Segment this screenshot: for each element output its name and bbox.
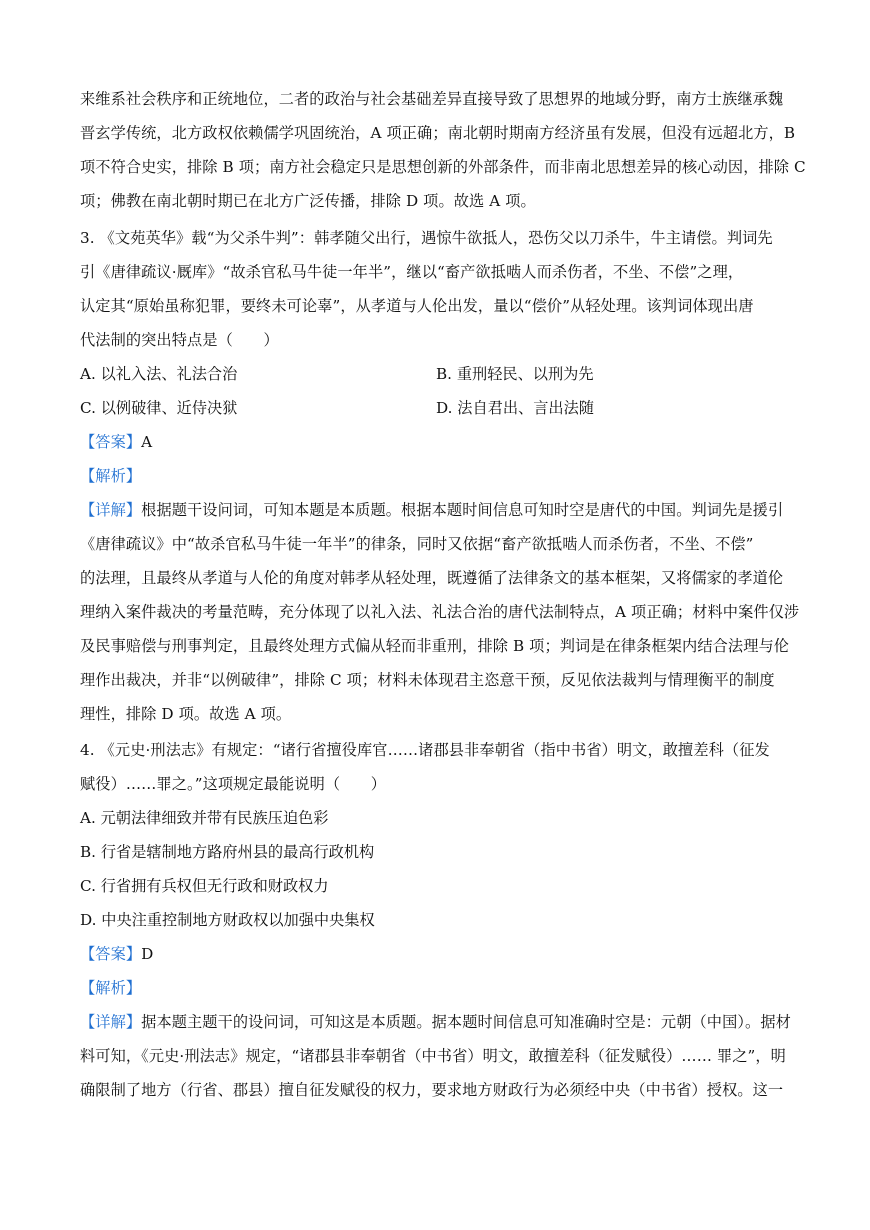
- question-3-text: 3. 《文苑英华》载“为父杀牛判”：韩孝随父出行，遇惊牛欲抵人，恐伤父以刀杀牛，牛主请偿。判词先: [80, 229, 773, 247]
- q3-detail-line: 及民事赔偿与刑事判定，且最终处理方式偏从轻而非重刑，排除 B 项；判词是在律条框架内结合法理与伦: [80, 637, 790, 655]
- q4-detail-line: 料可知，《元史·刑法志》规定，“诸郡县非奉朝省（中书省）明文，敢擅差科（征发赋役）…… 罪之”，明: [80, 1047, 786, 1065]
- question-3-text: 引《唐律疏议·厩库》“故杀官私马牛徒一年半”，继以“畜产欲抵啮人而杀伤者，不坐、不偿”之理，: [80, 263, 744, 281]
- q3-option-b: B. 重刑轻民、以刑为先: [436, 365, 594, 383]
- text-line: 来维系社会秩序和正统地位，二者的政治与社会基础差异直接导致了思想界的地域分野，南方士族继承魏: [80, 90, 784, 108]
- question-4-text: 4. 《元史·刑法志》有规定：“诸行省擅役库官……诸郡县非奉朝省（指中书省）明文，敢擅差科（征发: [80, 741, 770, 759]
- q4-detail-line: 【详解】据本题主题干的设问词，可知这是本质题。据本题时间信息可知准确时空是：元朝（中国）。据材: [80, 1013, 791, 1031]
- q4-option-a: A. 元朝法律细致并带有民族压迫色彩: [80, 809, 329, 827]
- question-3-text: 认定其“原始虽称犯罪，要终未可论辜”，从孝道与人伦出发，量以“偿价”从轻处理。该判词体现出唐: [80, 297, 754, 315]
- q4-answer: D: [141, 945, 154, 963]
- q4-analysis-tag: 【解析】: [80, 979, 142, 997]
- text-line: 项；佛教在南北朝时期已在北方广泛传播，排除 D 项。故选 A 项。: [80, 192, 536, 210]
- answer-tag: 【答案】: [80, 433, 142, 451]
- q4-option-d: D. 中央注重控制地方财政权以加强中央集权: [80, 911, 375, 929]
- q3-option-d: D. 法自君出、言出法随: [436, 399, 594, 417]
- question-4-text: 赋役）……罪之。”这项规定最能说明（ ）: [80, 775, 387, 793]
- q3-detail-line: 理纳入案件裁决的考量范畴，充分体现了以礼入法、礼法合治的唐代法制特点，A 项正确；材料中案件仅涉: [80, 603, 800, 621]
- text-line: 晋玄学传统，北方政权依赖儒学巩固统治，A 项正确；南北朝时期南方经济虽有发展，但没有远超北方，B: [80, 124, 796, 142]
- q3-analysis-tag: 【解析】: [80, 467, 142, 485]
- q4-option-c: C. 行省拥有兵权但无行政和财政权力: [80, 877, 329, 895]
- q3-answer-line: [80, 431, 152, 452]
- q4-detail-line: 确限制了地方（行省、郡县）擅自征发赋役的权力，要求地方财政行为必须经中央（中书省）授权。这一: [80, 1081, 784, 1099]
- q3-detail-line: 的法理，且最终从孝道与人伦的角度对韩孝从轻处理，既遵循了法律条文的基本框架，又将儒家的孝道伦: [80, 569, 784, 587]
- q3-option-c: C. 以例破律、近侍决狱: [80, 399, 238, 417]
- q4-option-b: B. 行省是辖制地方路府州县的最高行政机构: [80, 843, 375, 861]
- question-3-text: 代法制的突出特点是（ ）: [80, 331, 279, 349]
- q3-detail-line: 理作出裁决，并非“以例破律”，排除 C 项；材料未体现君主恣意干预，反见依法裁判与情理衡平的制度: [80, 671, 775, 689]
- answer-tag: 【答案】: [80, 945, 142, 963]
- detail-tag: 【详解】: [80, 501, 142, 519]
- q4-answer-line: [80, 943, 153, 964]
- q3-answer: A: [141, 433, 153, 451]
- q3-detail-line: 《唐律疏议》中“故杀官私马牛徒一年半”的律条，同时又依据“畜产欲抵啮人而杀伤者，不坐、不偿”: [80, 535, 754, 553]
- text-line: 项不符合史实，排除 B 项；南方社会稳定只是思想创新的外部条件，而非南北思想差异的核心动因，排除 C: [80, 158, 806, 176]
- detail-tag: 【详解】: [80, 1013, 142, 1031]
- q3-detail-line: 理性，排除 D 项。故选 A 项。: [80, 705, 292, 723]
- q3-option-a: A. 以礼入法、礼法合治: [80, 365, 238, 383]
- q3-detail-line: 【详解】根据题干设问词，可知本题是本质题。根据本题时间信息可知时空是唐代的中国。判词先是援引: [80, 501, 784, 519]
